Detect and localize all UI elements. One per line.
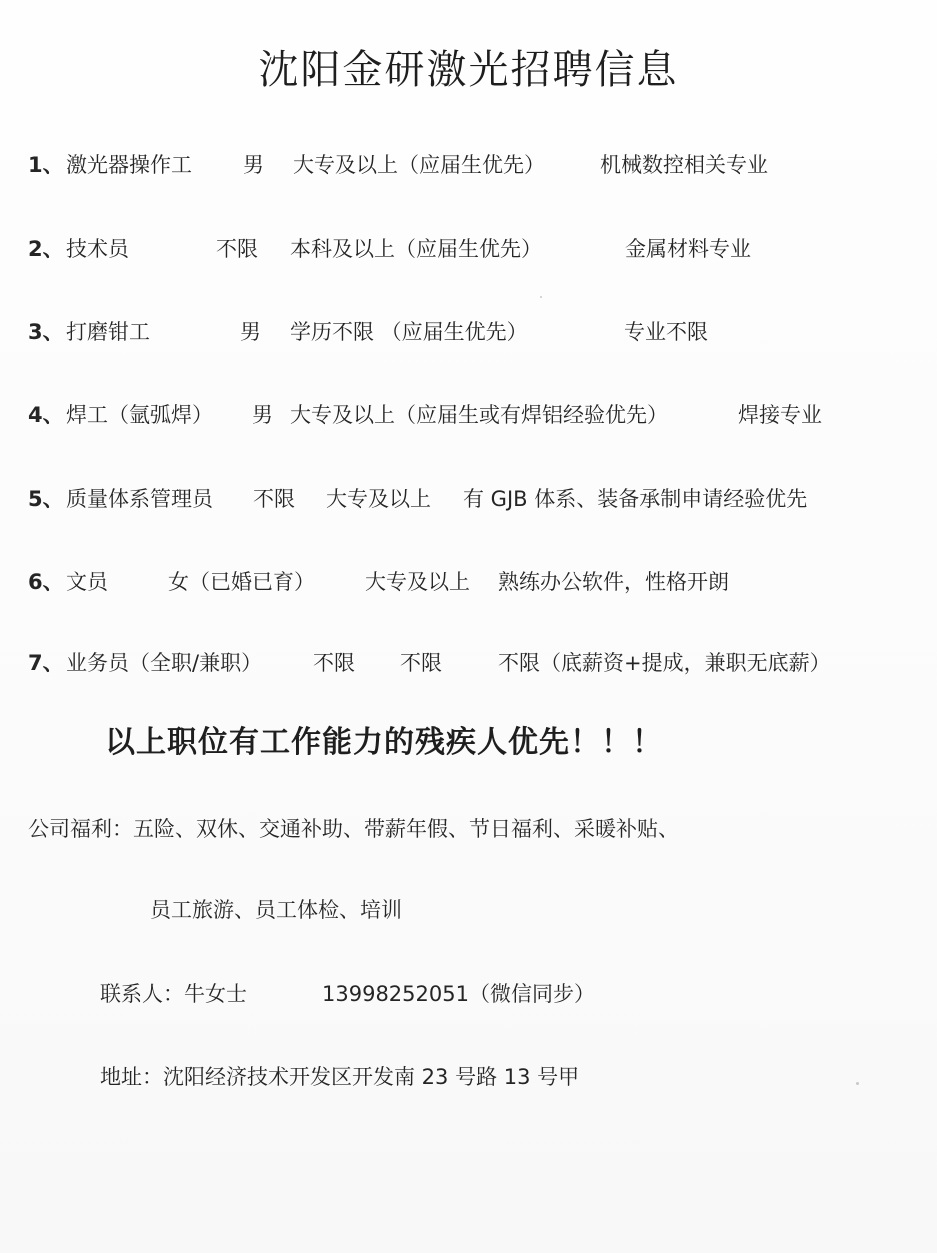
job-position: 质量体系管理员 <box>66 487 213 511</box>
job-gender: 不限 <box>216 237 258 261</box>
job-major: 不限（底薪资+提成，兼职无底薪） <box>498 651 831 675</box>
job-education: 大专及以上（应届生或有焊铝经验优先） <box>290 403 668 427</box>
job-education: 大专及以上（应届生优先） <box>293 153 545 177</box>
job-major: 有 GJB 体系、装备承制申请经验优先 <box>463 487 808 511</box>
job-major: 专业不限 <box>624 320 708 344</box>
benefits-line <box>28 812 679 846</box>
job-number: 1、 <box>28 153 64 177</box>
job-number: 5、 <box>28 487 64 511</box>
job-education: 大专及以上 <box>365 570 470 594</box>
benefits-list: 五险、双休、交通补助、带薪年假、节日福利、采暖补贴、 <box>133 817 679 841</box>
job-number: 2、 <box>28 237 64 261</box>
job-education: 本科及以上（应届生优先） <box>290 237 542 261</box>
job-major: 机械数控相关专业 <box>600 153 768 177</box>
job-position: 打磨钳工 <box>66 320 150 344</box>
benefits-label: 公司福利： <box>28 817 133 841</box>
contact-line <box>100 977 595 1011</box>
job-position: 业务员（全职/兼职） <box>66 651 263 675</box>
job-education: 不限 <box>400 651 442 675</box>
contact-person: 联系人：牛女士 <box>100 982 247 1006</box>
job-major: 金属材料专业 <box>625 237 751 261</box>
job-major: 焊接专业 <box>738 403 822 427</box>
benefits-line-continued: 员工旅游、员工体检、培训 <box>150 898 402 922</box>
contact-phone: 13998252051（微信同步） <box>322 982 595 1006</box>
job-number: 4、 <box>28 403 64 427</box>
job-position: 激光器操作工 <box>66 153 192 177</box>
job-number: 3、 <box>28 320 64 344</box>
job-gender: 男 <box>252 403 273 427</box>
job-position: 文员 <box>66 570 108 594</box>
priority-note: 以上职位有工作能力的残疾人优先！！！ <box>105 725 663 760</box>
job-major: 熟练办公软件，性格开朗 <box>498 570 729 594</box>
job-gender: 不限 <box>313 651 355 675</box>
job-gender: 男 <box>240 320 261 344</box>
address-line: 地址：沈阳经济技术开发区开发南 23 号路 13 号甲 <box>100 1065 580 1089</box>
job-gender: 男 <box>243 153 264 177</box>
page-title: 沈阳金研激光招聘信息 <box>258 47 679 93</box>
job-number: 6、 <box>28 570 64 594</box>
job-education: 大专及以上 <box>326 487 431 511</box>
paper-speck <box>540 296 542 298</box>
job-number: 7、 <box>28 651 64 675</box>
job-position: 技术员 <box>66 237 129 261</box>
job-education: 学历不限 （应届生优先） <box>290 320 528 344</box>
job-gender: 不限 <box>253 487 295 511</box>
paper-speck <box>856 1082 859 1085</box>
job-position: 焊工（氩弧焊） <box>66 403 213 427</box>
job-gender: 女（已婚已育） <box>168 570 315 594</box>
